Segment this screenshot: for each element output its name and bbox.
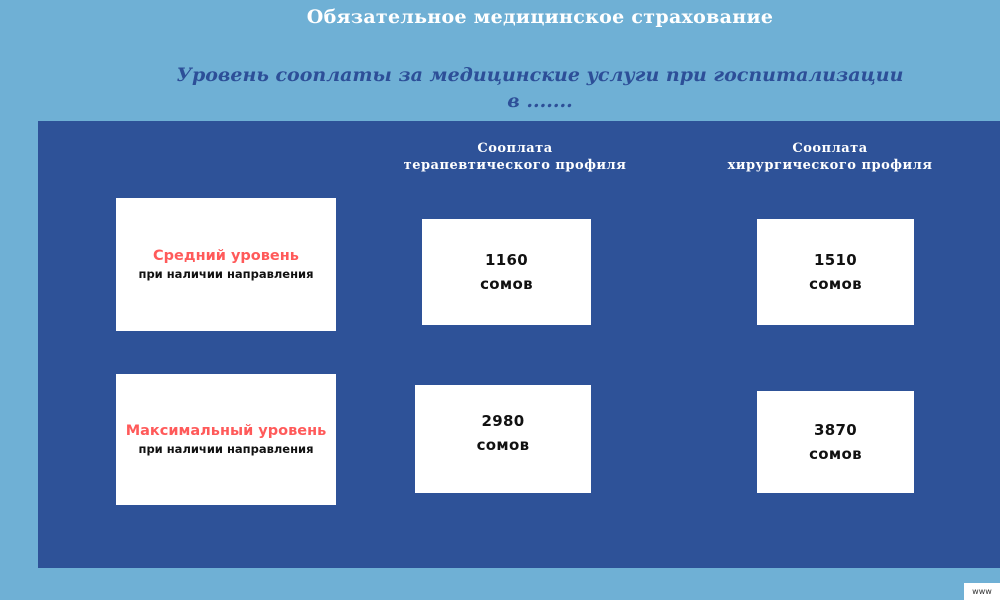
- row-label-maximum: [116, 374, 336, 505]
- column-header-line-2: терапевтического профиля: [403, 158, 627, 173]
- subtitle-line-1: Уровень соoплаты за медицинские услуги при госпитализации: [176, 64, 904, 86]
- page-title: Обязательное медицинское страхование: [306, 6, 774, 28]
- level-name: Максимальный уровень: [125, 423, 327, 439]
- column-header-therapeutic: [365, 140, 665, 174]
- value-amount: 1160: [485, 251, 528, 269]
- value-amount: 2980: [481, 412, 525, 430]
- row-label-average: [116, 198, 336, 331]
- value-unit: сомов: [809, 275, 862, 293]
- value-unit: сомов: [480, 275, 533, 293]
- level-condition: при наличии направления: [138, 267, 314, 281]
- value-card-maximum-surgical: [757, 391, 914, 493]
- value-card-average-therapeutic: [422, 219, 591, 325]
- level-name: Средний уровень: [153, 248, 299, 264]
- column-header-line-1: Соoплата: [792, 141, 868, 156]
- value-amount: 3870: [814, 421, 857, 439]
- subtitle-line-2: в .......: [507, 90, 573, 112]
- column-header-line-2: хирургического профиля: [727, 158, 933, 173]
- value-amount: 1510: [814, 251, 857, 269]
- value-card-maximum-therapeutic: [415, 385, 591, 493]
- watermark-badge: www: [964, 583, 1000, 600]
- column-header-line-1: Соoплата: [477, 141, 553, 156]
- value-unit: сомов: [476, 436, 530, 454]
- level-condition: при наличии направления: [138, 442, 314, 456]
- column-header-surgical: [680, 140, 980, 174]
- value-card-average-surgical: [757, 219, 914, 325]
- value-unit: сомов: [809, 445, 862, 463]
- page-subtitle: [140, 62, 940, 114]
